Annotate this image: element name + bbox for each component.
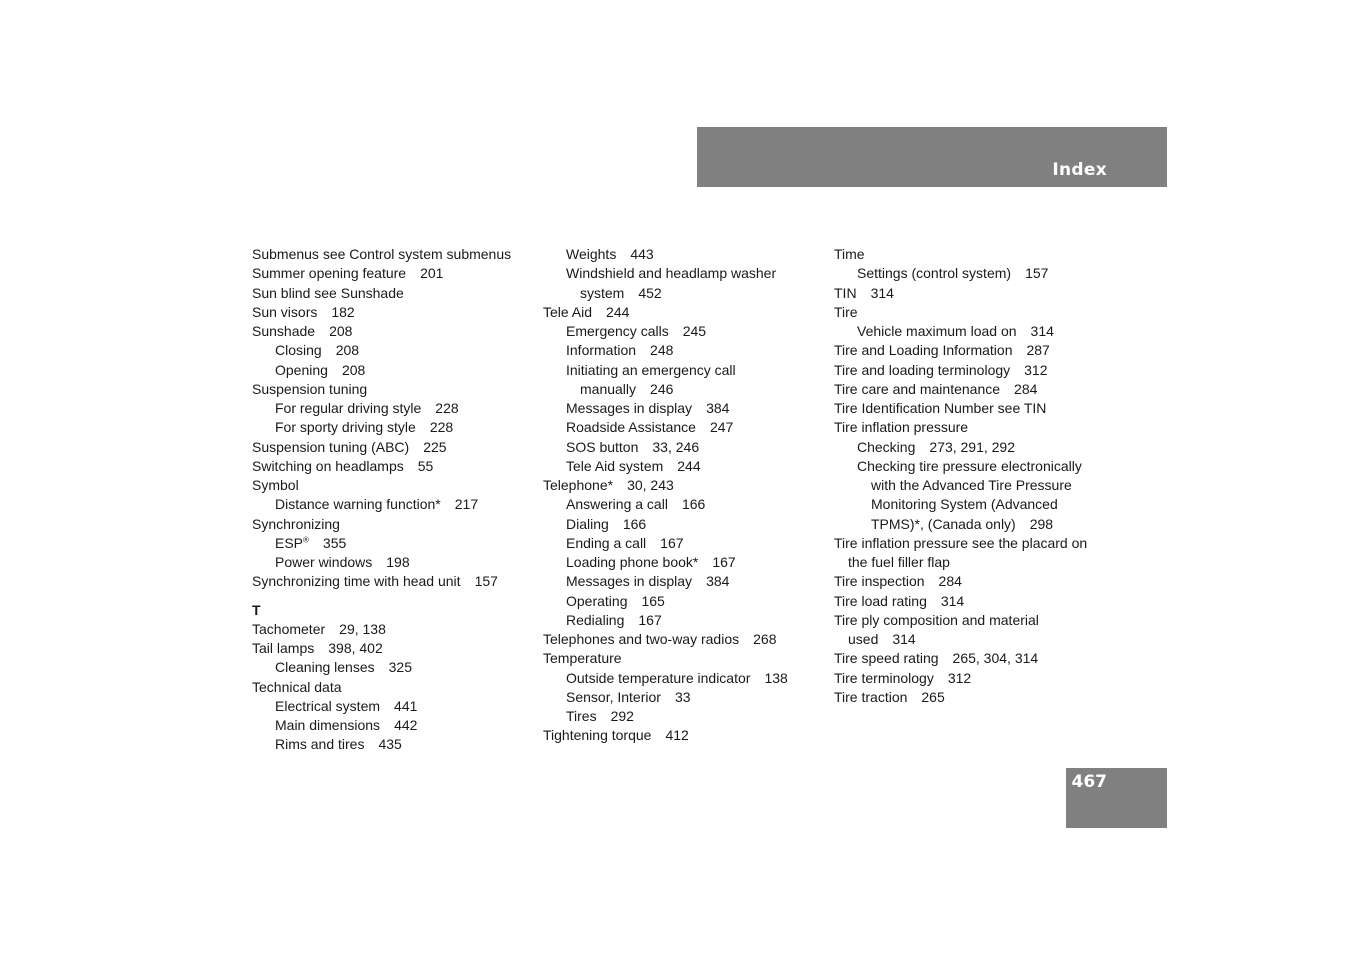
page-ref: 33, 246 [652,438,700,455]
index-entry [252,245,542,264]
index-subentry [543,264,833,283]
entry-text: the fuel filler flap [848,554,950,570]
page-ref: 138 [764,669,788,686]
entry-text: Tires [566,708,597,724]
entry-text: Messages in display [566,573,693,590]
page-ref: 325 [388,659,412,676]
entry-text: Synchronizing [252,515,340,532]
page-ref: 442 [394,717,418,733]
index-continuation [543,380,833,399]
entry-text: Tire speed rating [834,650,939,667]
page-ref: 167 [638,611,662,628]
entry-text: Tire [834,303,858,320]
index-entry [252,303,542,322]
entry-text: Sensor, Interior [566,688,661,705]
index-continuation [834,515,1124,534]
index-entry [834,592,1124,611]
entry-text: Tire and loading terminology [834,361,1011,378]
index-subentry [834,457,1124,476]
entry-text: SOS button [566,438,639,455]
entry-text: Tire ply composition and material [834,611,1039,628]
page-ref: 208 [335,342,360,359]
index-entry [834,245,1124,264]
index-subentry [543,707,833,726]
entry-text: Synchronizing time with head unit [252,573,461,590]
index-subentry [543,534,833,553]
page-ref: 182 [331,303,355,320]
page-title: Index [1052,160,1107,180]
index-entry [834,380,1124,399]
page-ref: 268 [753,631,777,647]
page-ref: 208 [329,323,353,339]
entry-text: Rims and tires [275,736,365,753]
entry-text: Checking tire pressure electronically [857,457,1082,474]
page-ref: 312 [947,669,972,686]
index-subentry [252,399,542,418]
page-number-box [1066,768,1167,828]
page-ref: 166 [622,515,647,532]
page-ref: 225 [423,438,447,455]
entry-text: Switching on headlamps [252,457,404,474]
index-subentry [252,341,542,360]
entry-text: Distance warning function* [275,496,441,513]
index-entry [252,264,542,283]
index-entry [252,620,542,639]
index-entry [252,572,542,591]
index-subentry [834,264,1124,283]
entry-text: Telephone* [543,477,614,493]
index-subentry [543,341,833,360]
index-subentry [252,735,542,754]
index-entry [543,476,833,495]
entry-text: Answering a call [566,496,668,513]
page-ref: 452 [638,284,662,301]
page-ref: 441 [394,697,418,714]
entry-text: Checking [857,438,916,455]
page-ref: 287 [1026,342,1050,359]
index-subentry [543,495,833,514]
page-ref: 245 [682,323,707,339]
entry-text: Technical data [252,678,342,695]
index-continuation [834,495,1124,514]
entry-text: Tightening torque [543,727,652,744]
entry-text: Tire and Loading Information [834,342,1013,359]
header-bar [697,127,1167,187]
page-ref: 314 [870,284,894,301]
entry-text: Monitoring System (Advanced [871,496,1058,513]
entry-text: Ending a call [566,534,647,551]
page-ref: 244 [677,457,701,474]
entry-text: used [848,631,879,647]
page-ref: 292 [610,708,634,724]
index-subentry [252,418,542,437]
index-entry [834,611,1124,630]
entry-text: Tachometer [252,620,326,637]
index-subentry [543,669,833,688]
index-entry [252,639,542,658]
index-subentry [252,697,542,716]
page-ref: 201 [420,265,444,282]
page-ref: 284 [938,573,962,590]
entry-text: ESP [275,534,304,551]
index-continuation [834,630,1124,649]
entry-text: Electrical system [275,697,381,714]
entry-text: Tele Aid system [566,457,664,474]
index-subentry [543,688,833,707]
index-subentry [543,322,833,341]
page-ref: 217 [454,496,479,513]
page-ref: 157 [474,573,498,590]
page-ref: 384 [706,400,730,416]
page-ref: 265, 304, 314 [952,650,1039,667]
page-ref: 384 [706,573,730,590]
index-entry [834,572,1124,591]
page-ref: 443 [630,246,654,262]
page-ref: 157 [1025,265,1049,282]
section-letter: T [252,601,261,618]
index-subentry [252,658,542,677]
entry-text: Settings (control system) [857,265,1012,282]
entry-text: Closing [275,342,322,359]
entry-text: Roadside Assistance [566,419,696,436]
page-ref: 273, 291, 292 [929,438,1016,455]
index-entry [834,284,1124,303]
page-ref: 314 [892,631,916,647]
page-ref: 435 [378,736,402,753]
entry-text: Information [566,342,637,359]
entry-text: Tail lamps [252,640,315,656]
index-subentry [543,399,833,418]
entry-text: system [580,284,625,301]
entry-text: Redialing [566,611,625,628]
page-ref: 166 [681,496,706,513]
index-subentry [543,438,833,457]
page-ref: 298 [1029,515,1054,532]
page-ref: 165 [641,592,665,609]
entry-text: Initiating an emergency call [566,361,736,378]
entry-text: Submenus see Control system submenus [252,246,512,262]
index-entry [252,476,542,495]
index-continuation [543,284,833,303]
index-entry [834,399,1124,418]
index-subentry [252,361,542,380]
entry-text: For sporty driving style [275,419,416,436]
index-subentry [252,495,542,514]
index-column-2 [543,245,833,746]
entry-text: Tire inspection [834,573,925,590]
index-entry [252,515,542,534]
entry-text: Tele Aid [543,303,593,320]
entry-text: Tire inflation pressure see the placard on [834,534,1088,551]
page-ref: 244 [606,303,630,320]
index-subentry [252,534,542,553]
entry-text: Suspension tuning (ABC) [252,438,410,455]
entry-text: Power windows [275,554,373,570]
entry-text: Dialing [566,515,609,532]
page-ref: 33 [674,688,691,705]
entry-text: Main dimensions [275,717,381,733]
index-subentry [543,515,833,534]
index-entry [252,678,542,697]
entry-text: Tire load rating [834,592,927,609]
index-entry [543,303,833,322]
entry-text: Opening [275,361,328,378]
entry-text: Loading phone book* [566,554,699,570]
index-subentry [252,716,542,735]
index-entry [834,303,1124,322]
entry-text: Tire traction [834,688,908,705]
entry-text: Outside temperature indicator [566,669,751,686]
page-ref: 198 [386,554,410,570]
index-subentry [543,572,833,591]
page-ref: 29, 138 [339,620,386,637]
index-entry [834,534,1124,553]
page-ref: 284 [1014,380,1038,397]
index-entry [252,322,542,341]
entry-text: TPMS)*, (Canada only) [871,515,1016,532]
entry-text: Cleaning lenses [275,659,375,676]
index-subentry [834,438,1124,457]
page-ref: 265 [921,688,945,705]
entry-text: with the Advanced Tire Pressure [871,477,1072,493]
page-ref: 30, 243 [627,477,674,493]
index-entry [543,726,833,745]
page-ref: 228 [435,400,459,416]
entry-text: Summer opening feature [252,265,407,282]
index-continuation [834,476,1124,495]
entry-text: For regular driving style [275,400,422,416]
index-subentry [543,457,833,476]
entry-text: Weights [566,246,617,262]
page-ref: 247 [709,419,734,436]
page-ref: 167 [712,554,736,570]
page-ref: 228 [429,419,454,436]
entry-text: Tire terminology [834,669,934,686]
entry-text: Tire inflation pressure [834,419,969,436]
index-subentry [543,553,833,572]
entry-text: Suspension tuning [252,380,368,397]
page-ref: 246 [650,380,674,397]
index-entry [252,438,542,457]
index-entry [834,649,1124,668]
page-ref: 208 [341,361,366,378]
page-ref: 248 [650,342,674,359]
index-subentry [543,245,833,264]
entry-text: Sun visors [252,303,318,320]
page-ref: 398, 402 [328,640,383,656]
index-subentry [543,418,833,437]
entry-text: Symbol [252,477,299,493]
index-subentry [252,553,542,572]
index-subentry [543,592,833,611]
entry-text: Messages in display [566,400,693,416]
entry-text: manually [580,380,637,397]
index-continuation [834,553,1124,572]
entry-text: Emergency calls [566,323,669,339]
index-entry [834,669,1124,688]
index-entry [252,284,542,303]
index-column-1 [252,245,542,755]
page-ref: 314 [940,592,965,609]
index-entry [543,649,833,668]
index-entry [834,361,1124,380]
entry-text: Temperature [543,650,622,667]
index-entry [834,688,1124,707]
page-ref: 355 [322,534,347,551]
page-ref: 55 [417,457,434,474]
entry-text: Vehicle maximum load on [857,323,1017,339]
index-subentry [543,611,833,630]
entry-text: Sun blind see Sunshade [252,284,404,301]
index-entry [252,380,542,399]
entry-text: Tire Identification Number see TIN [834,400,1047,416]
page-ref: 167 [660,534,684,551]
page-ref: 412 [665,727,689,744]
entry-text: Sunshade [252,323,316,339]
page-ref: 312 [1024,361,1048,378]
entry-text: Windshield and headlamp washer [566,265,777,282]
index-subentry [834,322,1124,341]
index-column-3 [834,245,1124,707]
page-ref: 314 [1030,323,1054,339]
entry-text: Telephones and two-way radios [543,631,740,647]
registered-mark: ® [303,535,309,545]
index-entry [252,457,542,476]
page-number: 467 [1071,772,1107,792]
entry-text: Tire care and maintenance [834,380,1001,397]
index-entry [834,418,1124,437]
index-entry [834,341,1124,360]
entry-text: TIN [834,284,857,301]
entry-text: Operating [566,592,628,609]
index-subentry [543,361,833,380]
index-entry [543,630,833,649]
entry-text: Time [834,246,865,262]
